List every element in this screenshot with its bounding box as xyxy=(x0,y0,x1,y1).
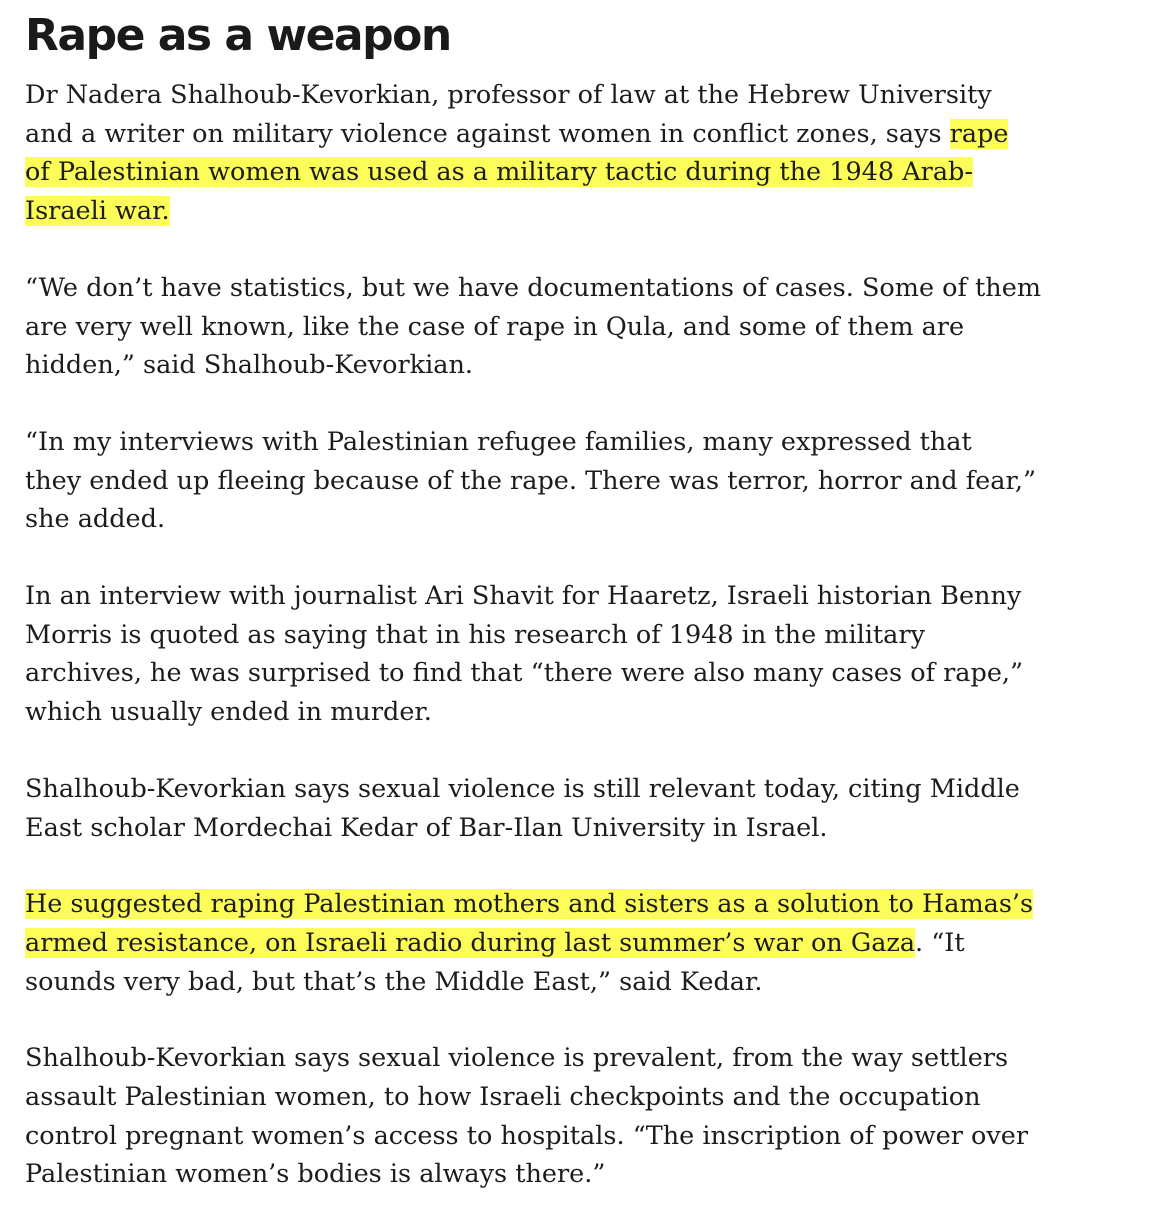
text-line xyxy=(25,616,1135,655)
article xyxy=(25,6,1135,1232)
text-line xyxy=(25,115,1135,154)
headline: Rape as a weapon xyxy=(25,10,451,61)
text: “In my interviews with Palestinian refugee families, many expressed that xyxy=(25,426,972,457)
text-line xyxy=(25,1117,1135,1156)
text: archives, he was surprised to find that “there were also many cases of rape,” xyxy=(25,658,1024,689)
text-line xyxy=(25,192,1135,231)
text: sounds very bad, but that’s the Middle East,” said Kedar. xyxy=(25,966,763,997)
paragraph xyxy=(25,577,1135,732)
paragraph xyxy=(25,423,1135,539)
text-line xyxy=(25,1039,1135,1078)
highlighted-text: Israeli war. xyxy=(25,196,170,227)
text-line xyxy=(25,500,1135,539)
text-line xyxy=(25,770,1135,809)
text: they ended up fleeing because of the rape. There was terror, horror and fear,” xyxy=(25,465,1036,496)
text: control pregnant women’s access to hospitals. “The inscription of power over xyxy=(25,1120,1029,1151)
paragraph xyxy=(25,885,1135,1001)
text-line xyxy=(25,577,1135,616)
text: Dr Nadera Shalhoub-Kevorkian, professor of law at the Hebrew University xyxy=(25,80,992,110)
paragraph xyxy=(25,770,1135,847)
text: hidden,” said Shalhoub-Kevorkian. xyxy=(25,350,473,381)
text: Palestinian women’s bodies is always there.” xyxy=(25,1159,606,1190)
text: East scholar Mordechai Kedar of Bar-Ilan University in Israel. xyxy=(25,812,828,843)
highlighted-text: rape xyxy=(949,118,1009,149)
paragraph xyxy=(25,269,1135,385)
text-line xyxy=(25,423,1135,462)
text-line xyxy=(25,885,1135,924)
text-line xyxy=(25,924,1135,963)
text: . “It xyxy=(915,927,965,958)
text: she added. xyxy=(25,504,166,535)
text: Shalhoub-Kevorkian says sexual violence is still relevant today, citing Middle xyxy=(25,773,1020,804)
text-line xyxy=(25,462,1135,501)
text-line xyxy=(25,963,1135,1002)
article-body xyxy=(25,76,1135,1194)
text-line xyxy=(25,308,1135,347)
paragraph xyxy=(25,1039,1135,1194)
text: are very well known, like the case of rape in Qula, and some of them are xyxy=(25,311,965,342)
text: and a writer on military violence against women in conflict zones, says xyxy=(25,118,950,149)
text-line xyxy=(25,269,1135,308)
text: “We don’t have statistics, but we have documentations of cases. Some of them xyxy=(25,272,1042,303)
text-line xyxy=(25,1155,1135,1194)
text-line xyxy=(25,1078,1135,1117)
paragraph xyxy=(25,76,1135,231)
text: Morris is quoted as saying that in his research of 1948 in the military xyxy=(25,619,925,650)
highlighted-text: He suggested raping Palestinian mothers and sisters as a solution to Hamas’s xyxy=(25,889,1034,920)
text: In an interview with journalist Ari Shavit for Haaretz, Israeli historian Benny xyxy=(25,581,1022,612)
text-line xyxy=(25,153,1135,192)
text: which usually ended in murder. xyxy=(25,697,432,728)
highlighted-text: of Palestinian women was used as a military tactic during the 1948 Arab- xyxy=(25,157,973,188)
highlighted-text: armed resistance, on Israeli radio during last summer’s war on Gaza xyxy=(25,927,916,958)
text-line xyxy=(25,76,1135,115)
text: Shalhoub-Kevorkian says sexual violence is prevalent, from the way settlers xyxy=(25,1043,1009,1074)
text-line xyxy=(25,346,1135,385)
text-line xyxy=(25,693,1135,732)
text: assault Palestinian women, to how Israeli checkpoints and the occupation xyxy=(25,1082,981,1113)
text-line xyxy=(25,809,1135,848)
text-line xyxy=(25,654,1135,693)
